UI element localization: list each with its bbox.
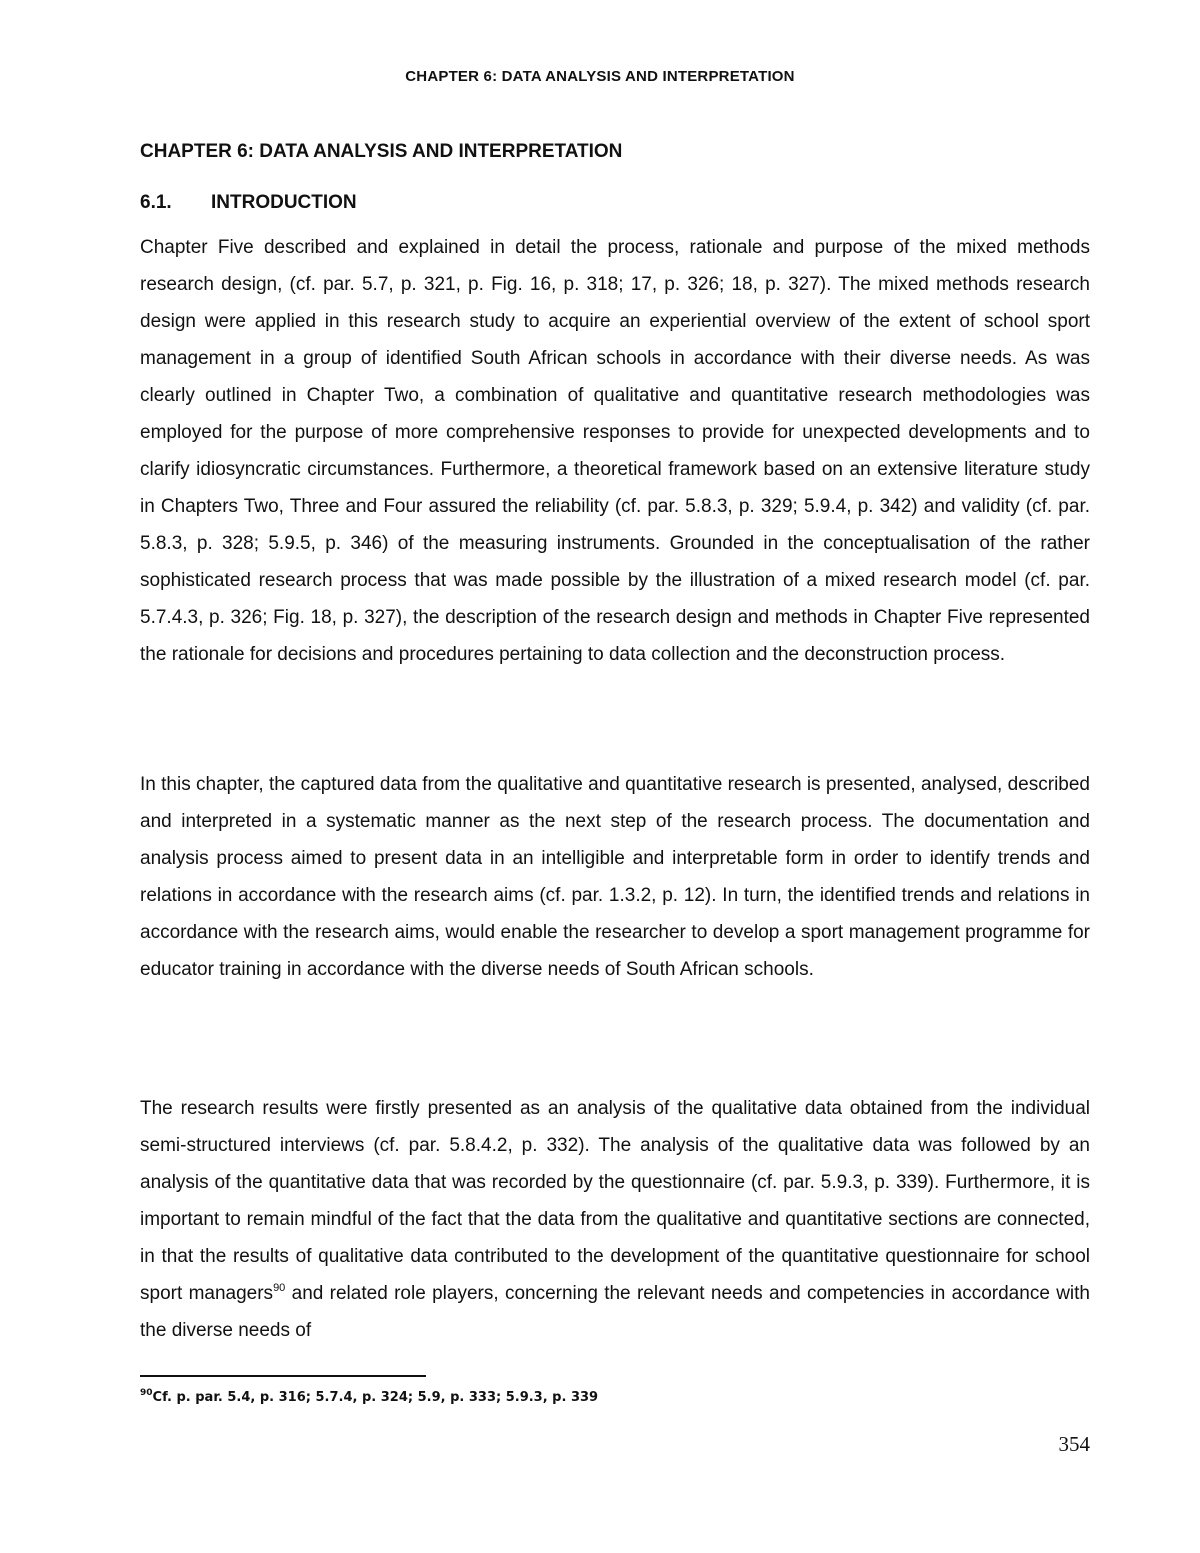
section-number: 6.1. [140, 192, 172, 213]
paragraph-research-results [140, 1090, 1090, 1349]
paragraph-intro: Chapter Five described and explained in detail the process, rationale and purpose of the mixed methods research design, (cf. par. 5.7, p. 321, p. Fig. 16, p. 318; 17, p. 326; 18, p. 327). The mixed methods research design were applied in this research study to acquire an experiential overview of the extent of school sport management in a group of identified South African schools in accordance with their diverse needs. As was clearly outlined in Chapter Two, a combination of qualitative and quantitative research methodologies was employed for the purpose of more comprehensive responses to provide for unexpected developments and to clarify idiosyncratic circumstances. Furthermore, a theoretical framework based on an extensive literature study in Chapters Two, Three and Four assured the reliability (cf. par. 5.8.3, p. 329; 5.9.4, p. 342) and validity (cf. par. 5.8.3, p. 328; 5.9.5, p. 346) of the measuring instruments. Grounded in the conceptualisation of the rather sophisticated research process that was made possible by the illustration of a mixed research model (cf. par. 5.7.4.3, p. 326; Fig. 18, p. 327), the description of the research design and methods in Chapter Five represented the rationale for decisions and procedures pertaining to data collection and the deconstruction process. [140, 237, 1090, 665]
page-number: 354 [1058, 1432, 1090, 1456]
paragraph-this-chapter: In this chapter, the captured data from the qualitative and quantitative research is presented, analysed, described and interpreted in a systematic manner as the next step of the research process. The documentation and analysis process aimed to present data in an intelligible and interpretable form in order to identify trends and relations in accordance with the research aims (cf. par. 1.3.2, p. 12). In turn, the identified trends and relations in accordance with the research aims, would enable the researcher to develop a sport management programme for educator training in accordance with the diverse needs of South African schools. [140, 774, 1090, 980]
section-title: INTRODUCTION [211, 192, 357, 213]
footnote-mark: 90 [140, 1388, 153, 1398]
chapter-title: CHAPTER 6: DATA ANALYSIS AND INTERPRETATION [140, 141, 623, 162]
paragraph-text-before-note: The research results were firstly presented as an analysis of the qualitative data obtained from the individual semi-structured interviews (cf. par. 5.8.4.2, p. 332). The analysis of the qualitative data was followed by an analysis of the quantitative data that was recorded by the questionnaire (cf. par. 5.9.3, p. 339). Furthermore, it is important to remain mindful of the fact that the data from the qualitative and quantitative sections are connected, in that the results of qualitative data contributed to the development of the quantitative questionnaire for school sport managers [140, 1098, 1090, 1304]
running-header: CHAPTER 6: DATA ANALYSIS AND INTERPRETATION [405, 68, 795, 85]
footnote-separator [140, 1375, 426, 1377]
section-heading [140, 192, 357, 214]
paragraph-text-after-note: and related role players, concerning the relevant needs and competencies in accordance with the diverse needs of [140, 1283, 1090, 1341]
footnote [140, 1390, 598, 1405]
footnote-text: Cf. p. par. 5.4, p. 316; 5.7.4, p. 324; 5.9, p. 333; 5.9.3, p. 339 [152, 1390, 599, 1405]
footnote-reference[interactable]: 90 [273, 1282, 286, 1294]
